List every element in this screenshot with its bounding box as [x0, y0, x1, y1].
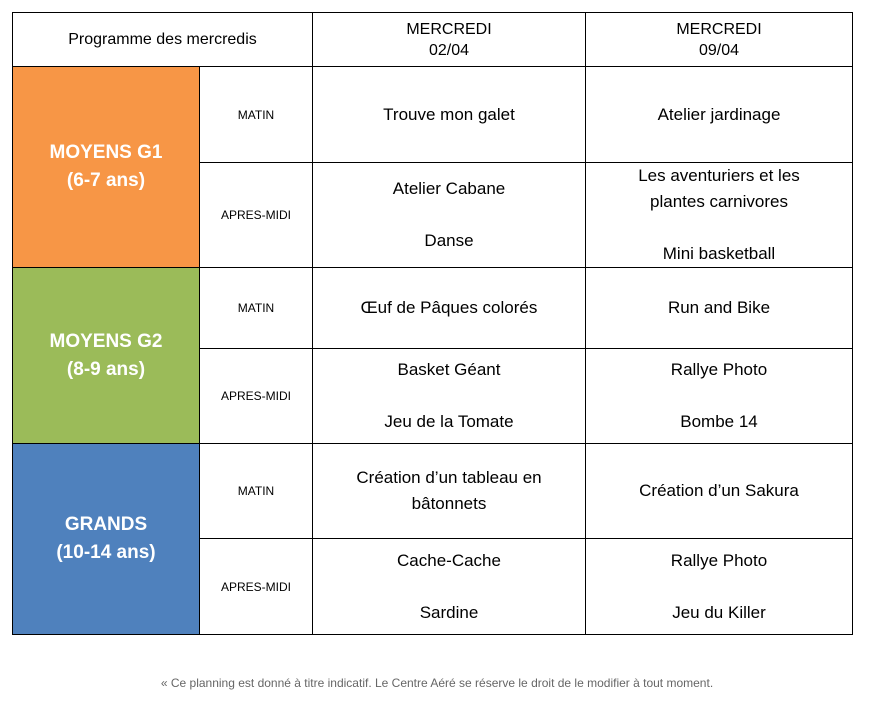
activity: Bombe 14: [680, 412, 758, 431]
table-row: [13, 67, 853, 163]
activity-cell: Création d’un Sakura: [586, 444, 853, 539]
day-name: MERCREDI: [676, 20, 762, 38]
activity-cell: [313, 163, 586, 268]
activity-cell: Œuf de Pâques colorés: [313, 268, 586, 349]
activity-cell: [313, 539, 586, 635]
period-apres-midi: APRES-MIDI: [200, 163, 313, 268]
activity: Basket Géant: [397, 360, 501, 379]
table-title: Programme des mercredis: [13, 13, 313, 67]
period-matin: MATIN: [200, 67, 313, 163]
day-header-1: [313, 13, 586, 67]
activity-cell: Atelier jardinage: [586, 67, 853, 163]
activity: plantes carnivores: [650, 192, 788, 211]
group-cell-grands: [13, 444, 200, 635]
period-matin: MATIN: [200, 444, 313, 539]
period-apres-midi: APRES-MIDI: [200, 539, 313, 635]
activity-cell: [586, 163, 853, 268]
activity-cell: [313, 444, 586, 539]
activity-cell: Trouve mon galet: [313, 67, 586, 163]
footer-note: « Ce planning est donné à titre indicatif. Le Centre Aéré se réserve le droit de le modifier à tout moment.: [160, 676, 714, 690]
period-apres-midi: APRES-MIDI: [200, 349, 313, 444]
group-name: MOYENS G2: [49, 330, 163, 352]
activity: Danse: [424, 231, 474, 250]
activity: Jeu du Killer: [672, 602, 766, 622]
activity: Rallye Photo: [670, 550, 768, 570]
day-name: MERCREDI: [406, 20, 492, 38]
activity: Les aventuriers et les: [638, 166, 800, 185]
activity: Sardine: [419, 602, 479, 622]
group-age: (6-7 ans): [66, 170, 146, 191]
schedule-table: [12, 12, 853, 635]
group-cell-g2: [13, 268, 200, 444]
day-header-2: [586, 13, 853, 67]
activity-cell: [586, 539, 853, 635]
activity-cell: [313, 349, 586, 444]
activity: Cache-Cache: [397, 550, 501, 570]
group-age: (8-9 ans): [66, 358, 146, 380]
activity: Rallye Photo: [670, 360, 768, 379]
activity: Atelier Cabane: [392, 179, 506, 198]
group-cell-g1: [13, 67, 200, 268]
day-date: 02/04: [428, 41, 470, 59]
activity: Jeu de la Tomate: [384, 412, 514, 431]
group-name: MOYENS G1: [49, 142, 163, 163]
table-row: [13, 268, 853, 349]
group-age: (10-14 ans): [56, 542, 156, 563]
header-row: [13, 13, 853, 67]
activity-cell: Run and Bike: [586, 268, 853, 349]
day-date: 09/04: [698, 41, 740, 59]
table-row: [13, 444, 853, 539]
activity: Mini basketball: [662, 244, 776, 263]
period-matin: MATIN: [200, 268, 313, 349]
activity: Création d’un tableau en: [356, 468, 542, 487]
activity: bâtonnets: [411, 494, 487, 513]
activity-cell: [586, 349, 853, 444]
group-name: GRANDS: [64, 514, 148, 535]
